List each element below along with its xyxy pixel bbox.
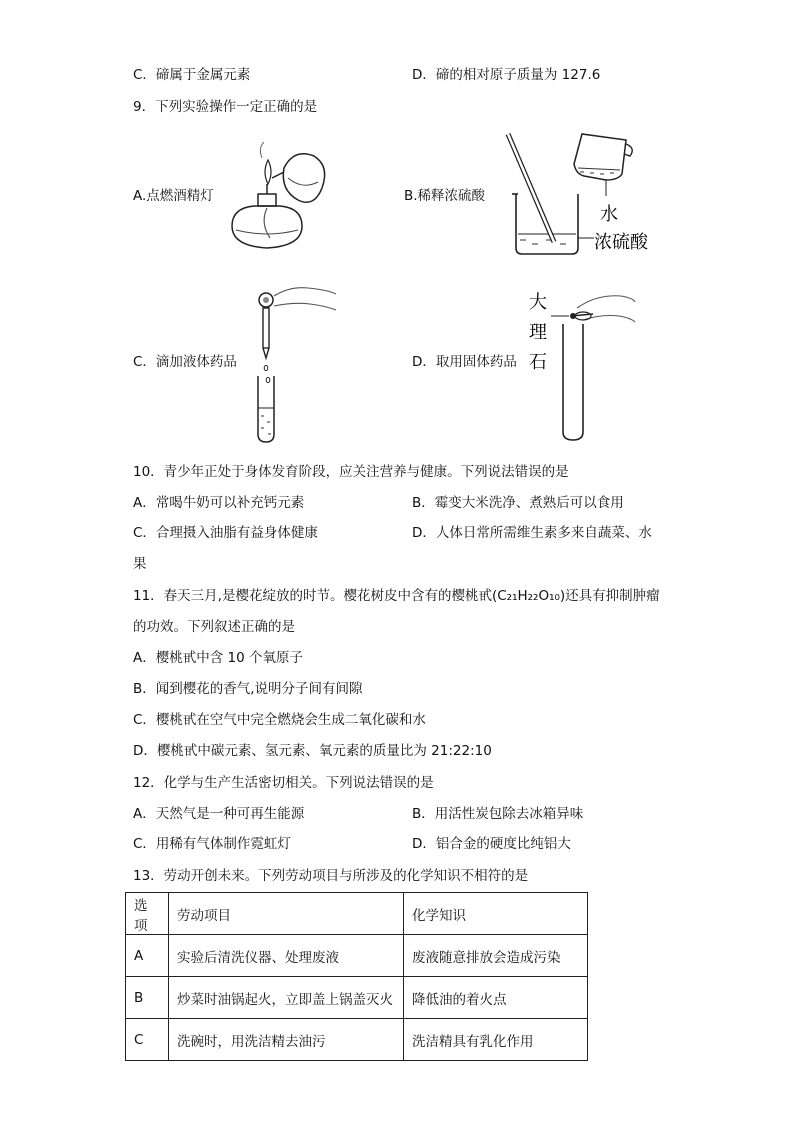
q11-option-d: D．樱桃甙中碳元素、氢元素、氧元素的质量比为 21:22:10 bbox=[133, 743, 492, 759]
table-cell: 洗碗时，用洗洁精去油污 bbox=[169, 1019, 404, 1061]
table-cell: B bbox=[126, 977, 169, 1019]
q10-option-b: B．霉变大米洗净、煮熟后可以食用 bbox=[412, 495, 624, 511]
q9-option-b: B.稀释浓硫酸 bbox=[404, 188, 486, 204]
table-cell: 废液随意排放会造成污染 bbox=[404, 935, 588, 977]
q12-option-b: B．用活性炭包除去冰箱异味 bbox=[412, 806, 584, 822]
q10-option-c: C．合理摄入油脂有益身体健康 bbox=[133, 525, 318, 541]
label-marble-3: 石 bbox=[529, 352, 547, 373]
label-marble-2: 理 bbox=[529, 322, 547, 343]
solid-reagent-figure bbox=[527, 288, 637, 444]
q9-stem: 9．下列实验操作一定正确的是 bbox=[133, 99, 318, 115]
table-cell: A bbox=[126, 935, 169, 977]
label-water: 水 bbox=[600, 204, 618, 225]
q8-option-d: D．碲的相对原子质量为 127.6 bbox=[412, 67, 601, 83]
q12-option-a: A．天然气是一种可再生能源 bbox=[133, 806, 305, 822]
table-cell: 炒菜时油锅起火，立即盖上锅盖灭火 bbox=[169, 977, 404, 1019]
q11-option-c: C．樱桃甙在空气中完全燃烧会生成二氧化碳和水 bbox=[133, 712, 426, 728]
table-cell: 降低油的着火点 bbox=[404, 977, 588, 1019]
q12-option-c: C．用稀有气体制作霓虹灯 bbox=[133, 836, 291, 852]
q9-option-c: C．滴加液体药品 bbox=[133, 354, 237, 370]
alcohol-lamp-lighting-figure bbox=[222, 138, 332, 262]
table-header-cell: 选项 bbox=[126, 893, 169, 935]
table-header-cell: 劳动项目 bbox=[169, 893, 404, 935]
table-row bbox=[126, 1019, 588, 1061]
q12-stem: 12．化学与生产生活密切相关。下列说法错误的是 bbox=[133, 775, 434, 791]
q12-option-d: D．铝合金的硬度比纯铝大 bbox=[412, 836, 571, 852]
q10-stem: 10．青少年正处于身体发育阶段，应关注营养与健康。下列说法错误的是 bbox=[133, 464, 569, 480]
q11-option-b: B．闻到樱花的香气,说明分子间有间隙 bbox=[133, 681, 363, 697]
q11-stem-line1: 11．春天三月,是樱花绽放的时节。樱花树皮中含有的樱桃甙(C₂₁H₂₂O₁₀)还具有抑制肿瘤 bbox=[133, 588, 660, 604]
q11-option-a: A．樱桃甙中含 10 个氧原子 bbox=[133, 650, 303, 666]
table-header-row bbox=[126, 893, 588, 935]
q10-option-a: A．常喝牛奶可以补充钙元素 bbox=[133, 495, 305, 511]
table-cell: 洗洁精具有乳化作用 bbox=[404, 1019, 588, 1061]
q11-stem-line2: 的功效。下列叙述正确的是 bbox=[133, 619, 295, 635]
q10-option-d: D．人体日常所需维生素多来自蔬菜、水 bbox=[412, 525, 652, 541]
table-row bbox=[126, 935, 588, 977]
q10-option-d-continued: 果 bbox=[133, 556, 147, 572]
label-concentrated-sulfuric-acid: 浓硫酸 bbox=[594, 232, 648, 253]
dropper-liquid-figure bbox=[238, 284, 338, 446]
table-header-cell: 化学知识 bbox=[404, 893, 588, 935]
table-row bbox=[126, 977, 588, 1019]
q8-option-c: C．碲属于金属元素 bbox=[133, 67, 251, 83]
q9-option-a: A.点燃酒精灯 bbox=[133, 188, 214, 204]
q9-option-d: D．取用固体药品 bbox=[412, 354, 517, 370]
label-marble-1: 大 bbox=[529, 292, 547, 313]
q13-table bbox=[125, 892, 588, 1061]
table-cell: C bbox=[126, 1019, 169, 1061]
q13-stem: 13．劳动开创未来。下列劳动项目与所涉及的化学知识不相符的是 bbox=[133, 868, 529, 884]
table-cell: 实验后清洗仪器、处理废液 bbox=[169, 935, 404, 977]
dilute-sulfuric-acid-figure bbox=[498, 130, 658, 260]
